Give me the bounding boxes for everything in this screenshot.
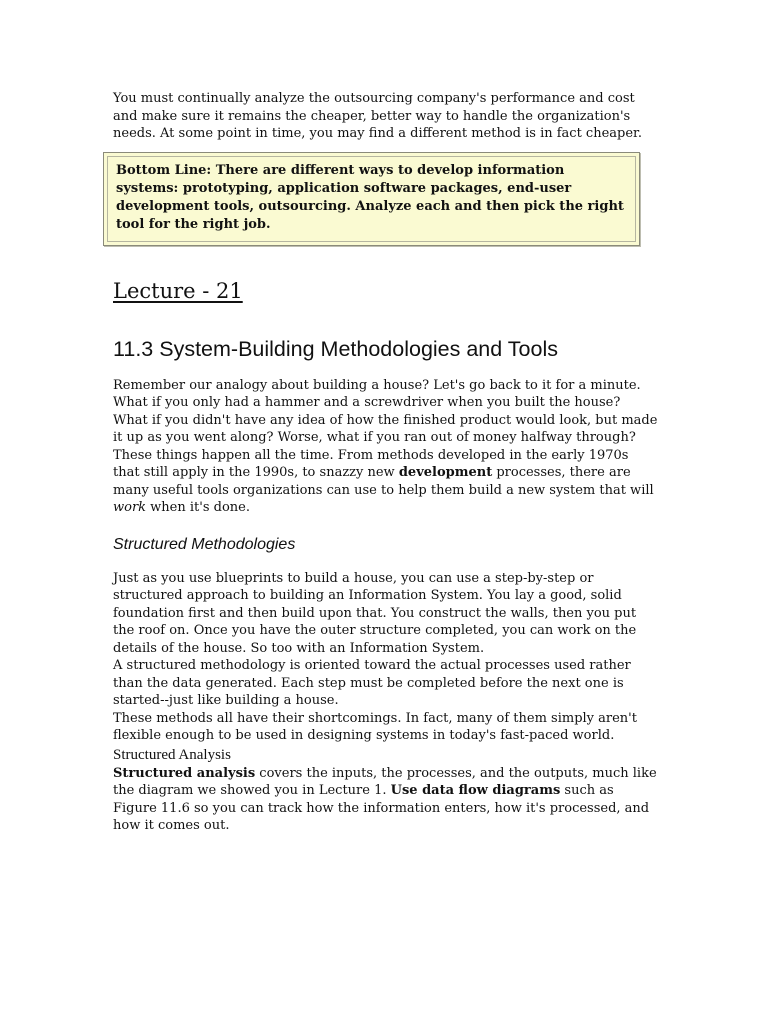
structured-analysis-part2: such as Figure 11.6 so you can track how the information enters, how it's processed, and how it comes out. xyxy=(113,783,650,833)
section-paragraph-part2: processes, there are many useful tools organizations can use to help them build a new system that will xyxy=(113,465,654,498)
section-paragraph xyxy=(113,377,658,517)
section-heading: 11.3 System-Building Methodologies and Tools xyxy=(113,336,559,361)
lecture-heading: Lecture - 21 xyxy=(113,278,243,303)
structured-paragraph-3: These methods all have their shortcomings. In fact, many of them simply aren't flexible enough to be used in designing systems in today's fast-paced world. xyxy=(113,710,637,743)
structured-analysis-paragraph xyxy=(113,765,658,835)
bottom-line-callout xyxy=(103,152,640,246)
structured-methodologies-heading: Structured Methodologies xyxy=(113,535,296,553)
structured-analysis-heading: Structured Analysis xyxy=(113,746,231,763)
intro-paragraph: You must continually analyze the outsourcing company's performance and cost and make sure it remains the cheaper, better way to handle the organization's needs. At some point in time, you may find a different method is in fact cheaper. xyxy=(113,91,642,141)
section-paragraph-bold-development: development xyxy=(398,465,493,480)
structured-methodologies-body xyxy=(113,570,658,835)
bottom-line-text: Bottom Line: There are different ways to develop information systems: prototyping, application software packages, end-user development tools, outsourcing. Analyze each and then pick the right tool for the right job. xyxy=(107,156,636,242)
document-page xyxy=(113,90,658,835)
structured-paragraph-2: A structured methodology is oriented toward the actual processes used rather than the data generated. Each step must be completed before the next one is started--just like building a house. xyxy=(113,658,631,708)
section-paragraph-italic-work: work xyxy=(113,500,147,515)
section-paragraph-part1: Remember our analogy about building a house? Let's go back to it for a minute. What if you only had a hammer and a screwdriver when you built the house? What if you didn't have any idea of how the finished product would look, but made it up as you went along? Worse, what if you ran out of money halfway through? These things happen all the time. From methods developed in the early 1970s that still apply in the 1990s, to snazzy new xyxy=(113,377,658,480)
structured-analysis-bold-dfd: Use data flow diagrams xyxy=(390,783,561,798)
structured-analysis-bold-term: Structured analysis xyxy=(113,765,256,781)
structured-paragraph-1: Just as you use blueprints to build a house, you can use a step-by-step or structured approach to building an Information System. You lay a good, solid foundation first and then build upon that. You construct the walls, then you put the roof on. Once you have the outer structure completed, you can work on the details of the house. So too with an Information System. xyxy=(113,570,637,656)
structured-analysis-part1: covers the inputs, the processes, and the outputs, much like the diagram we showed you in Lecture 1. xyxy=(113,765,657,798)
section-paragraph-part3: when it's done. xyxy=(146,500,250,515)
